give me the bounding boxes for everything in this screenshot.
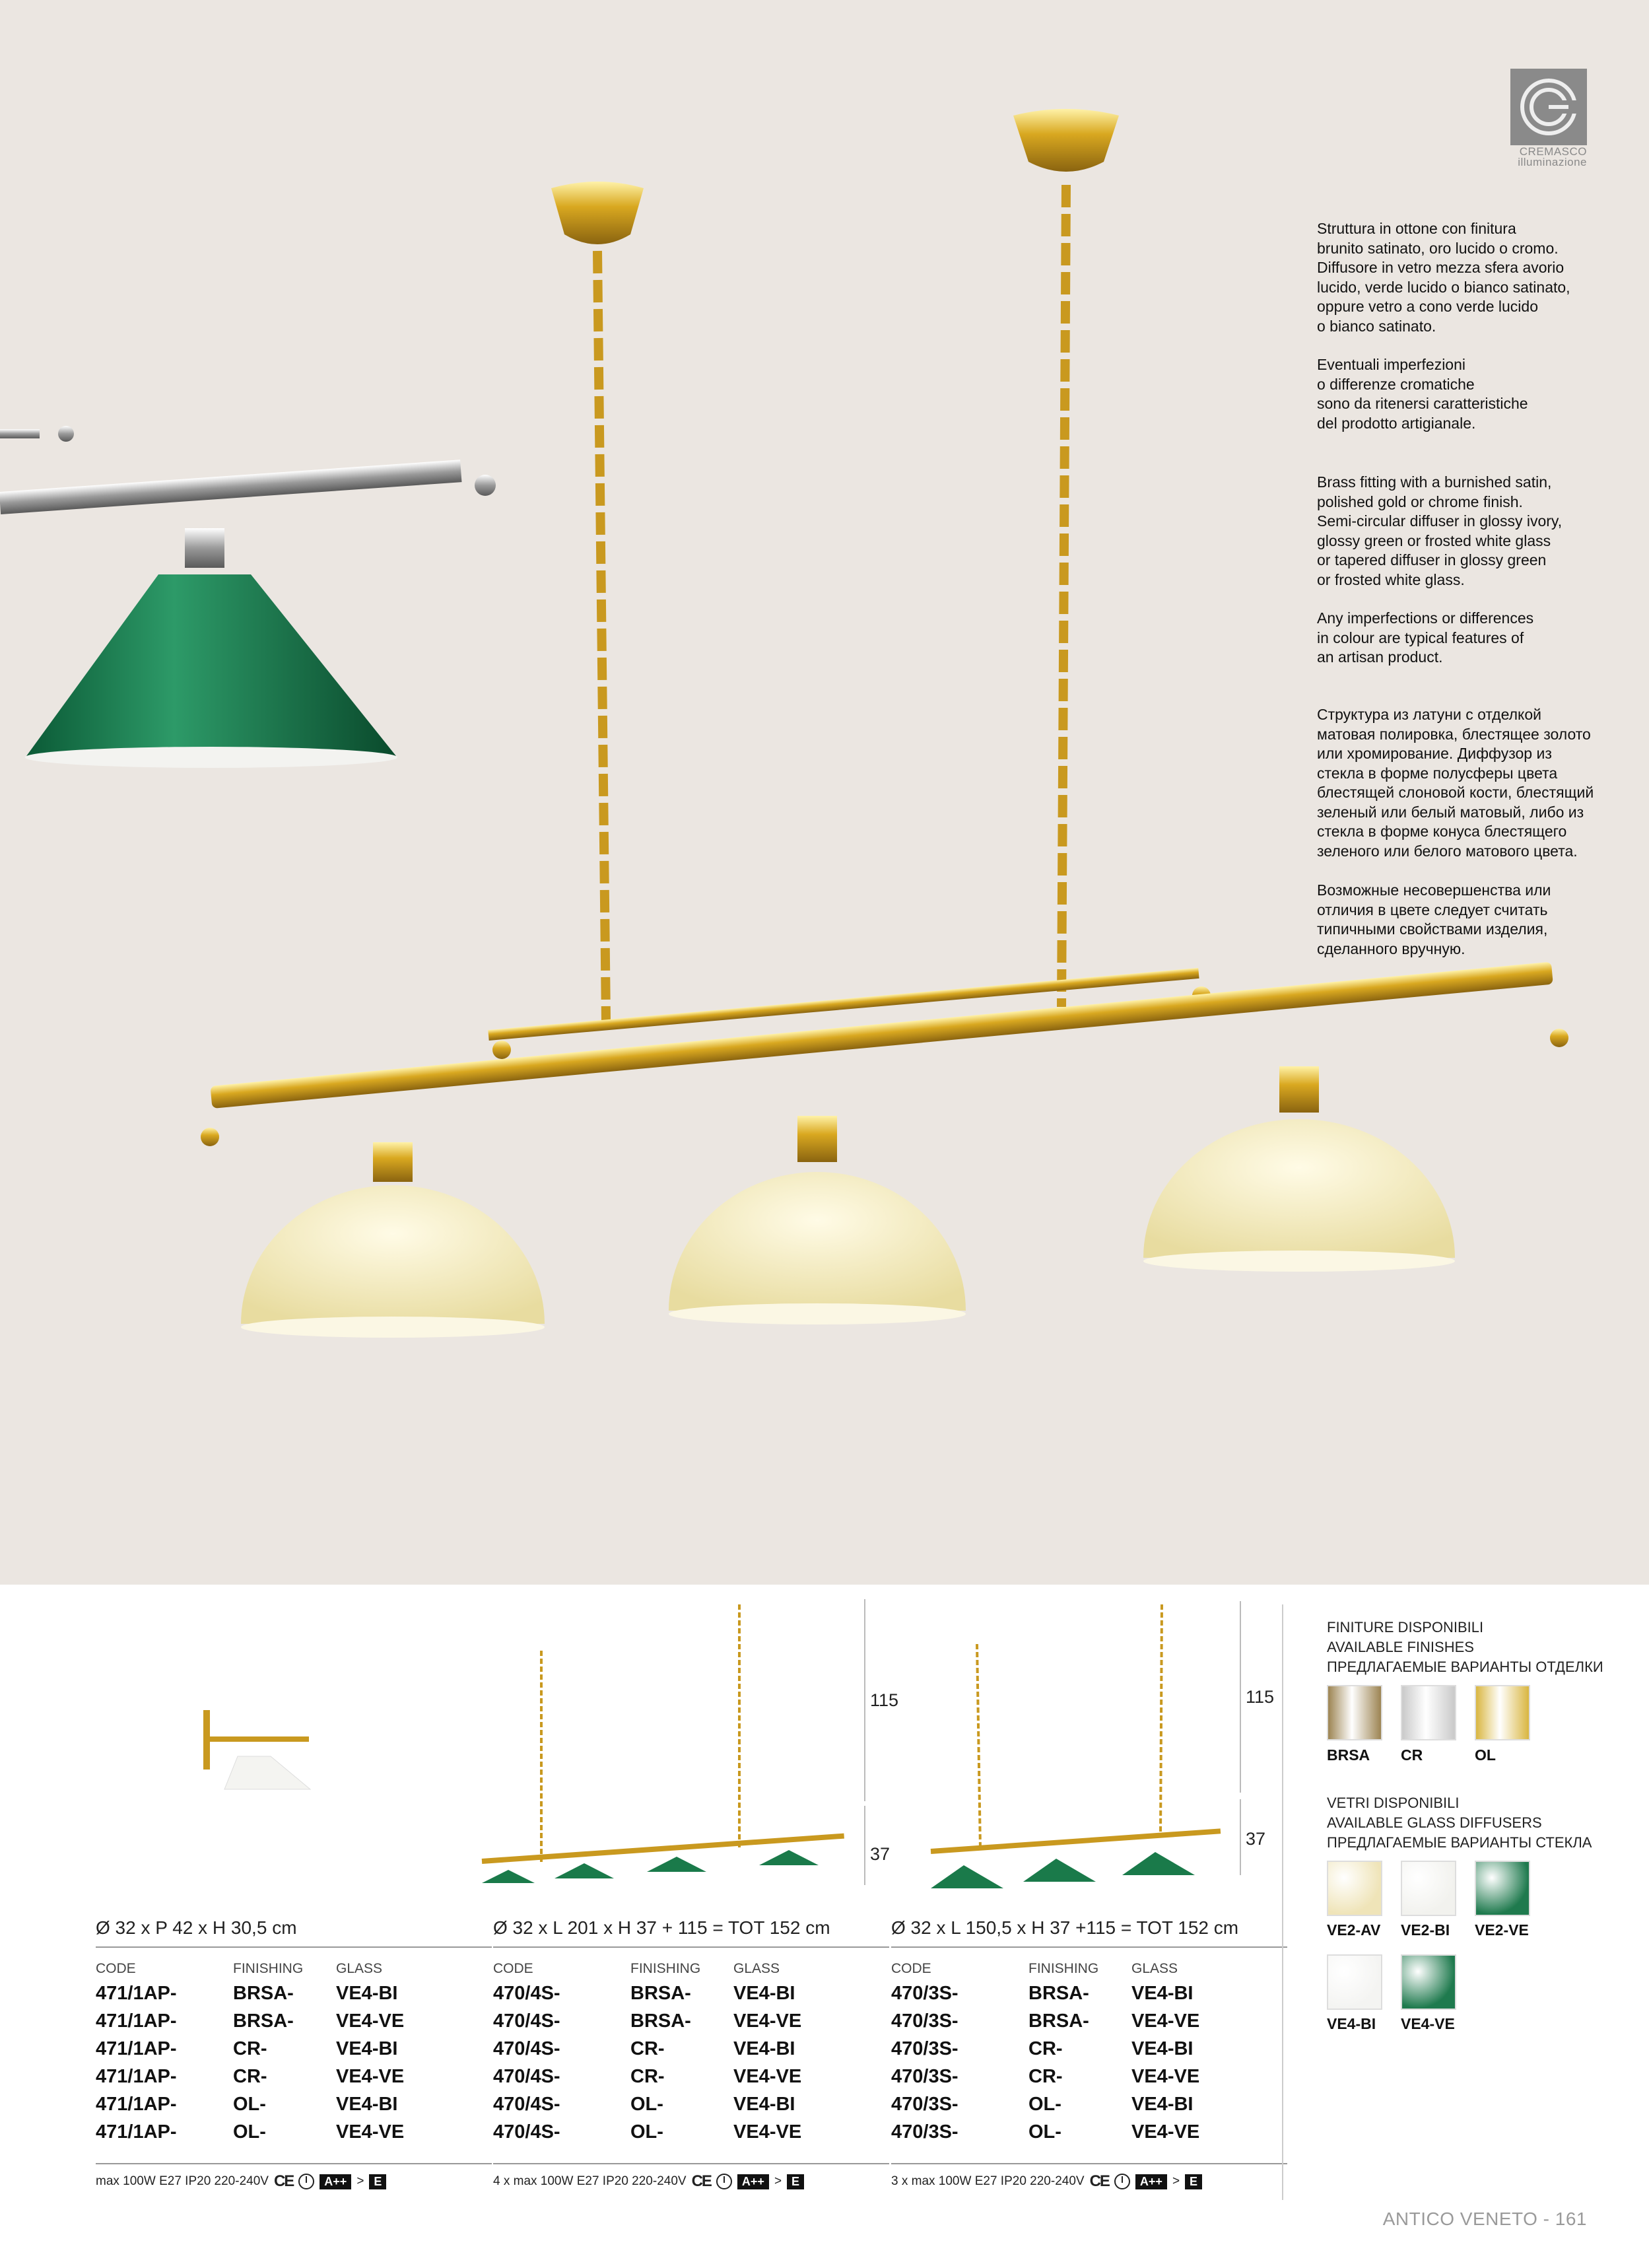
glass-swatch-ve2-ve bbox=[1475, 1861, 1530, 1916]
table-row: 470/3S- BRSA- VE4-BI bbox=[891, 1983, 1194, 2004]
energy-class-low: E bbox=[369, 2174, 386, 2189]
electrical-spec bbox=[891, 2163, 1287, 2191]
energy-class-high: A++ bbox=[1135, 2174, 1167, 2189]
energy-class-low: E bbox=[1185, 2174, 1202, 2189]
description-italian-2: Eventuali imperfezioni o differenze cromatiche sono da ritenersi caratteristiche del prodotto artigianale. bbox=[1317, 356, 1528, 432]
table-row: 471/1AP- CR- VE4-VE bbox=[96, 2066, 405, 2087]
table-row: 470/3S- CR- VE4-BI bbox=[891, 2038, 1194, 2059]
table-row: 471/1AP- BRSA- VE4-BI bbox=[96, 1983, 398, 2004]
brand-name: CREMASCO illuminazione bbox=[1518, 145, 1587, 168]
glass-swatch-ve4-bi bbox=[1327, 1954, 1382, 2010]
spec-text: 3 x max 100W E27 IP20 220-240V bbox=[891, 2174, 1085, 2188]
energy-class-high: A++ bbox=[737, 2174, 769, 2189]
glass-label: VE2-AV bbox=[1327, 1921, 1381, 1939]
glass-swatch-ve4-ve bbox=[1401, 1954, 1456, 2010]
spec-header: CODE FINISHING GLASS bbox=[493, 1961, 780, 1976]
table-row: 470/3S- BRSA- VE4-VE bbox=[891, 2010, 1200, 2032]
table-row: 470/3S- CR- VE4-VE bbox=[891, 2066, 1200, 2087]
cremasco-logo-icon bbox=[1510, 69, 1587, 145]
finish-label: BRSA bbox=[1327, 1746, 1370, 1764]
ground-icon bbox=[1114, 2174, 1130, 2189]
table-row: 471/1AP- CR- VE4-BI bbox=[96, 2038, 398, 2059]
spec-title: Ø 32 x P 42 x H 30,5 cm bbox=[96, 1917, 492, 1948]
spec-title: Ø 32 x L 150,5 x H 37 +115 = TOT 152 cm bbox=[891, 1917, 1287, 1948]
ground-icon bbox=[298, 2174, 314, 2189]
electrical-spec bbox=[493, 2163, 889, 2191]
four-light-thumbnail bbox=[455, 1598, 852, 1908]
column-divider bbox=[1282, 1604, 1283, 2200]
table-row: 470/4S- CR- VE4-BI bbox=[493, 2038, 795, 2059]
table-row: 470/3S- OL- VE4-VE bbox=[891, 2121, 1200, 2143]
dimension-line bbox=[1240, 1799, 1241, 1875]
brand-logo bbox=[1510, 69, 1587, 145]
table-row: 470/3S- OL- VE4-BI bbox=[891, 2094, 1194, 2115]
energy-arrow: > bbox=[774, 2174, 782, 2188]
table-row: 470/4S- OL- VE4-VE bbox=[493, 2121, 802, 2143]
spec-text: max 100W E27 IP20 220-240V bbox=[96, 2174, 269, 2188]
three-light-thumbnail bbox=[918, 1598, 1248, 1908]
page-footer: ANTICO VENETO - 161 bbox=[1382, 2209, 1587, 2229]
ce-mark-icon: CE bbox=[1089, 2172, 1109, 2190]
table-row: 471/1AP- OL- VE4-BI bbox=[96, 2094, 398, 2115]
dimension-label: 37 bbox=[870, 1844, 891, 1864]
glass-label: VE2-VE bbox=[1475, 1921, 1529, 1939]
finishes-title: FINITURE DISPONIBILI AVAILABLE FINISHES ПРЕДЛАГАЕМЫЕ ВАРИАНТЫ ОТДЕЛКИ bbox=[1327, 1619, 1603, 1675]
dimension-line bbox=[1240, 1601, 1241, 1793]
ground-icon bbox=[716, 2174, 732, 2189]
table-row: 471/1AP- BRSA- VE4-VE bbox=[96, 2010, 405, 2032]
electrical-spec bbox=[96, 2163, 492, 2191]
ce-mark-icon: CE bbox=[691, 2172, 711, 2190]
spec-table-four-light bbox=[493, 1917, 889, 2146]
description-russian-1: Структура из латуни с отделкой матовая полировка, блестящее золото или хромирование. Диффузор из стекла в форме полусферы цвета блестящей слоновой кости, блестящий зеленый или белый матовый, либо из стекла в форме конуса блестящего зеленого или белого матового цвета. bbox=[1317, 706, 1594, 860]
dimension-line bbox=[864, 1806, 865, 1885]
table-row: 471/1AP- OL- VE4-VE bbox=[96, 2121, 405, 2143]
table-row: 470/4S- BRSA- VE4-VE bbox=[493, 2010, 802, 2032]
glass-swatch-ve2-av bbox=[1327, 1861, 1382, 1916]
description-russian-2: Возможные несовершенства или отличия в цвете следует считать типичными свойствами изделия, сделанного вручную. bbox=[1317, 881, 1551, 957]
table-row: 470/4S- BRSA- VE4-BI bbox=[493, 1983, 795, 2004]
energy-class-low: E bbox=[787, 2174, 804, 2189]
dimension-label: 115 bbox=[1246, 1687, 1275, 1707]
spec-table-wall-lamp bbox=[96, 1917, 492, 2146]
spec-table-three-light bbox=[891, 1917, 1287, 2146]
glass-label: VE4-BI bbox=[1327, 2015, 1376, 2032]
finish-swatch-brsa bbox=[1327, 1685, 1382, 1740]
glass-label: VE4-VE bbox=[1401, 2015, 1455, 2032]
finish-swatch-cr bbox=[1401, 1685, 1456, 1740]
spec-header: CODE FINISHING GLASS bbox=[891, 1961, 1178, 1976]
wall-lamp-thumbnail bbox=[191, 1697, 317, 1803]
energy-arrow: > bbox=[1172, 2174, 1180, 2188]
glass-label: VE2-BI bbox=[1401, 1921, 1450, 1939]
finish-label: OL bbox=[1475, 1746, 1496, 1764]
description-italian-1: Struttura in ottone con finitura brunito satinato, oro lucido o cromo. Diffusore in vetro mezza sfera avorio lucido, verde lucido o bianco satinato, oppure vetro a cono verde lucido o bianco satinato. bbox=[1317, 220, 1570, 335]
spec-title: Ø 32 x L 201 x H 37 + 115 = TOT 152 cm bbox=[493, 1917, 889, 1948]
dimension-label: 37 bbox=[1246, 1829, 1266, 1849]
spec-header: CODE FINISHING GLASS bbox=[96, 1961, 383, 1976]
energy-arrow: > bbox=[356, 2174, 364, 2188]
description-english-1: Brass fitting with a burnished satin, polished gold or chrome finish. Semi-circular diffuser in glossy ivory, glossy green or frosted white glass or tapered diffuser in glossy green or frosted white glass. bbox=[1317, 473, 1563, 588]
table-row: 470/4S- OL- VE4-BI bbox=[493, 2094, 795, 2115]
finish-label: CR bbox=[1401, 1746, 1423, 1764]
glasses-title: VETRI DISPONIBILI AVAILABLE GLASS DIFFUSERS ПРЕДЛАГАЕМЫЕ ВАРИАНТЫ СТЕКЛА bbox=[1327, 1795, 1592, 1851]
finish-swatch-ol bbox=[1475, 1685, 1530, 1740]
ce-mark-icon: CE bbox=[273, 2172, 294, 2190]
table-row: 470/4S- CR- VE4-VE bbox=[493, 2066, 802, 2087]
dimension-label: 115 bbox=[870, 1690, 899, 1710]
energy-class-high: A++ bbox=[320, 2174, 351, 2189]
spec-text: 4 x max 100W E27 IP20 220-240V bbox=[493, 2174, 687, 2188]
dimension-line bbox=[864, 1599, 865, 1801]
description-english-2: Any imperfections or differences in colour are typical features of an artisan product. bbox=[1317, 609, 1534, 666]
glass-swatch-ve2-bi bbox=[1401, 1861, 1456, 1916]
